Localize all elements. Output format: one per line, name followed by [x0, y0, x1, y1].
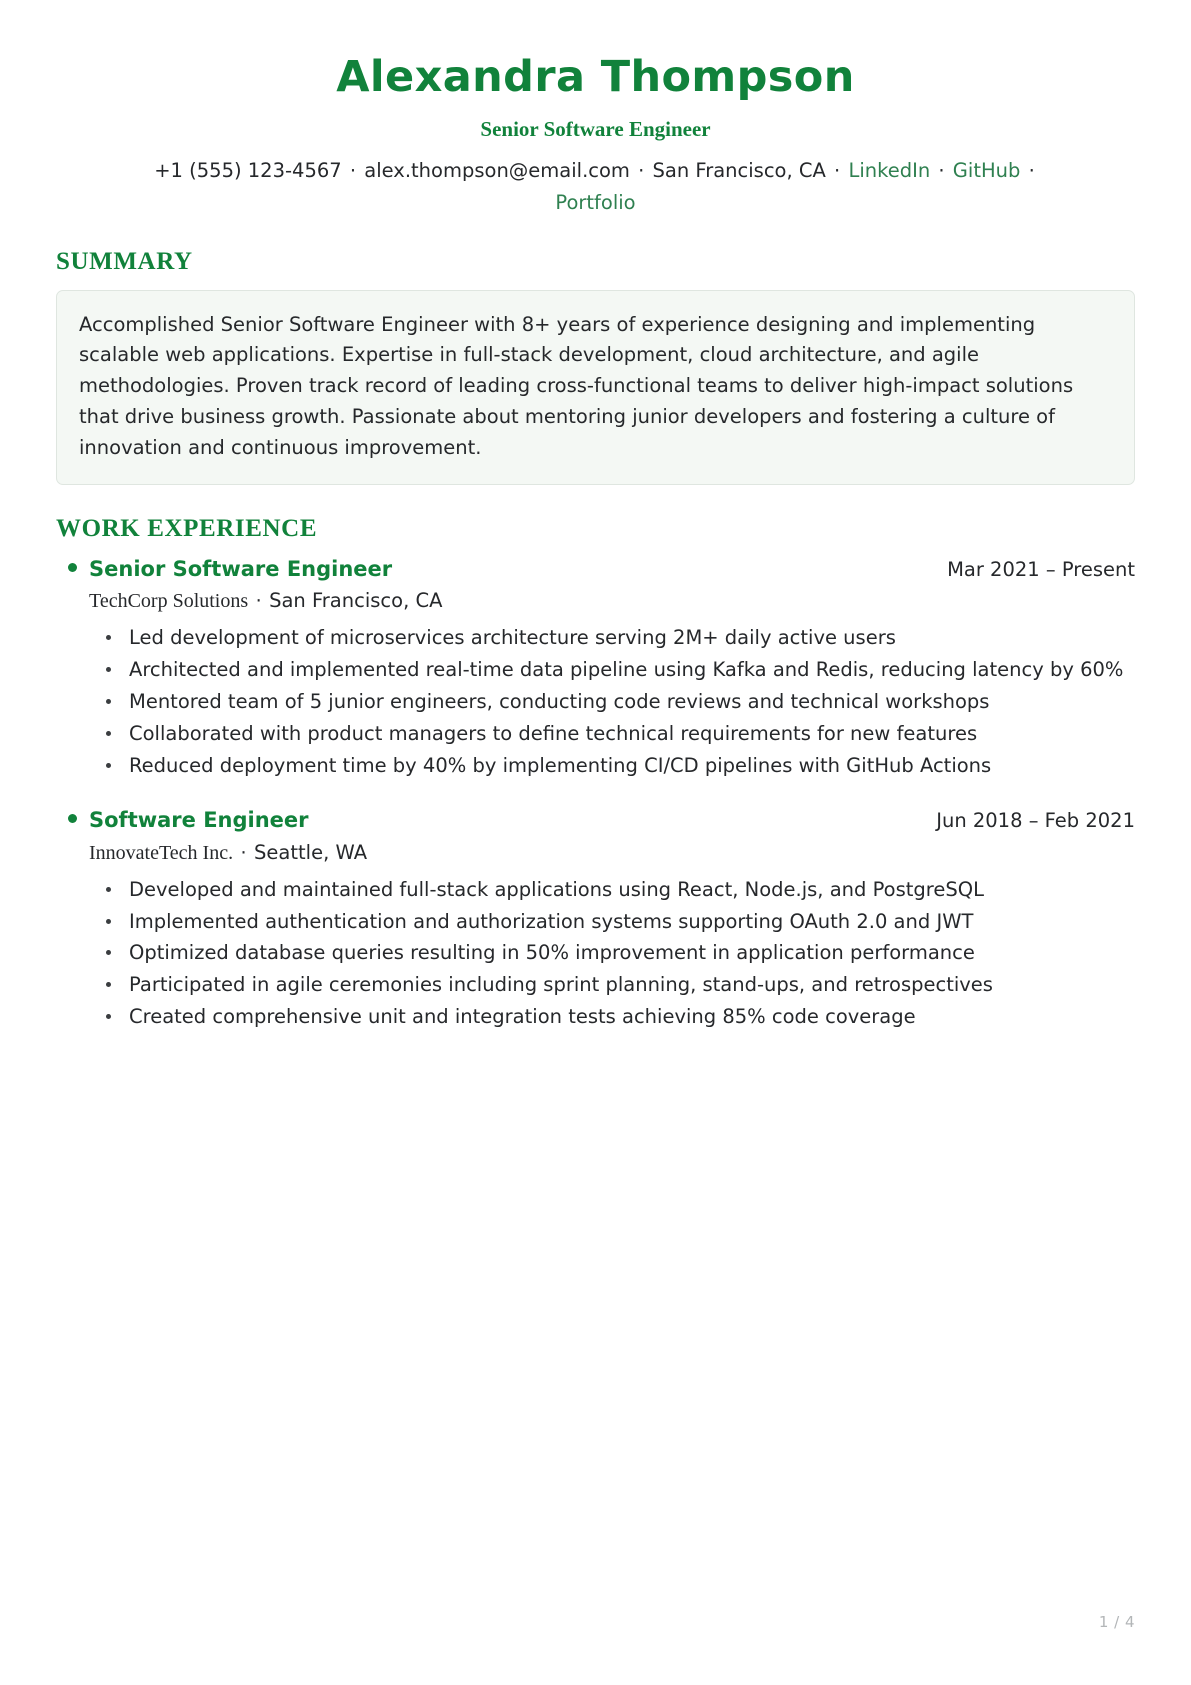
job-bullet: Architected and implemented real-time data pipeline using Kafka and Redis, reducing latency by 60% — [102, 655, 1135, 686]
job-subheader — [56, 588, 1135, 614]
job-bullet: Optimized database queries resulting in 50% improvement in application performance — [102, 938, 1135, 969]
job-dates: Jun 2018 – Feb 2021 — [936, 809, 1135, 833]
job-entry — [56, 556, 1135, 781]
job-dates: Mar 2021 – Present — [947, 558, 1135, 582]
contact-separator-4: · — [938, 158, 945, 182]
link-github[interactable]: GitHub — [952, 158, 1021, 182]
summary-text: Accomplished Senior Software Engineer with 8+ years of experience designing and implementing scalable web applications. Expertise in full-stack development, cloud architecture, and agile methodologies. Proven track record of leading cross-functional teams to deliver high-impact solutions that drive business growth. Passionate about mentoring junior developers and fostering a culture of innovation and continuous improvement. — [79, 312, 1074, 459]
contact-line — [116, 155, 1076, 218]
link-portfolio[interactable]: Portfolio — [555, 190, 636, 214]
candidate-headline: Senior Software Engineer — [480, 116, 711, 141]
job-bullet: Implemented authentication and authorization systems supporting OAuth 2.0 and JWT — [102, 907, 1135, 938]
job-sub-separator: · — [255, 590, 262, 613]
job-bullet: Participated in agile ceremonies including sprint planning, stand-ups, and retrospectives — [102, 970, 1135, 1001]
summary-box — [56, 290, 1135, 485]
job-title-wrap — [68, 556, 392, 582]
job-company: TechCorp Solutions — [89, 590, 249, 613]
contact-separator-1: · — [349, 158, 357, 182]
section-title-work-experience: WORK EXPERIENCE — [56, 514, 318, 542]
job-company: InnovateTech Inc. — [89, 841, 234, 864]
bullet-dot-icon — [68, 814, 77, 823]
job-location: San Francisco, CA — [269, 589, 443, 613]
job-title-wrap — [68, 807, 309, 833]
job-bullet-list — [56, 623, 1135, 781]
job-subheader — [56, 840, 1135, 866]
job-header — [56, 807, 1135, 833]
contact-separator-5: · — [1028, 158, 1035, 182]
job-bullet: Reduced deployment time by 40% by implementing CI/CD pipelines with GitHub Actions — [102, 751, 1135, 782]
job-entry — [56, 807, 1135, 1032]
job-header — [56, 556, 1135, 582]
bullet-dot-icon — [68, 563, 77, 572]
job-bullet-list — [56, 875, 1135, 1033]
job-bullet: Developed and maintained full-stack applications using React, Node.js, and PostgreSQL — [102, 875, 1135, 906]
section-work-experience — [56, 515, 1135, 1033]
job-bullet: Mentored team of 5 junior engineers, conducting code reviews and technical workshops — [102, 687, 1135, 718]
job-bullet: Created comprehensive unit and integration tests achieving 85% code coverage — [102, 1002, 1135, 1033]
section-summary — [56, 248, 1135, 484]
job-bullet: Led development of microservices architecture serving 2M+ daily active users — [102, 623, 1135, 654]
job-bullet: Collaborated with product managers to define technical requirements for new features — [102, 719, 1135, 750]
contact-separator-2: · — [638, 158, 645, 182]
job-sub-separator: · — [240, 841, 247, 864]
resume-header — [56, 0, 1135, 218]
page-indicator: 1 / 4 — [1098, 1613, 1135, 1631]
link-linkedin[interactable]: LinkedIn — [848, 158, 931, 182]
section-title-summary: SUMMARY — [56, 248, 193, 276]
job-title: Software Engineer — [89, 808, 309, 833]
contact-email: alex.thompson@email.com — [364, 158, 630, 182]
contact-location: San Francisco, CA — [652, 158, 826, 182]
contact-phone: +1 (555) 123-4567 — [154, 158, 342, 182]
contact-separator-3: · — [834, 158, 841, 182]
candidate-name: Alexandra Thompson — [336, 52, 855, 102]
job-location: Seattle, WA — [254, 840, 368, 864]
job-title: Senior Software Engineer — [89, 557, 393, 582]
